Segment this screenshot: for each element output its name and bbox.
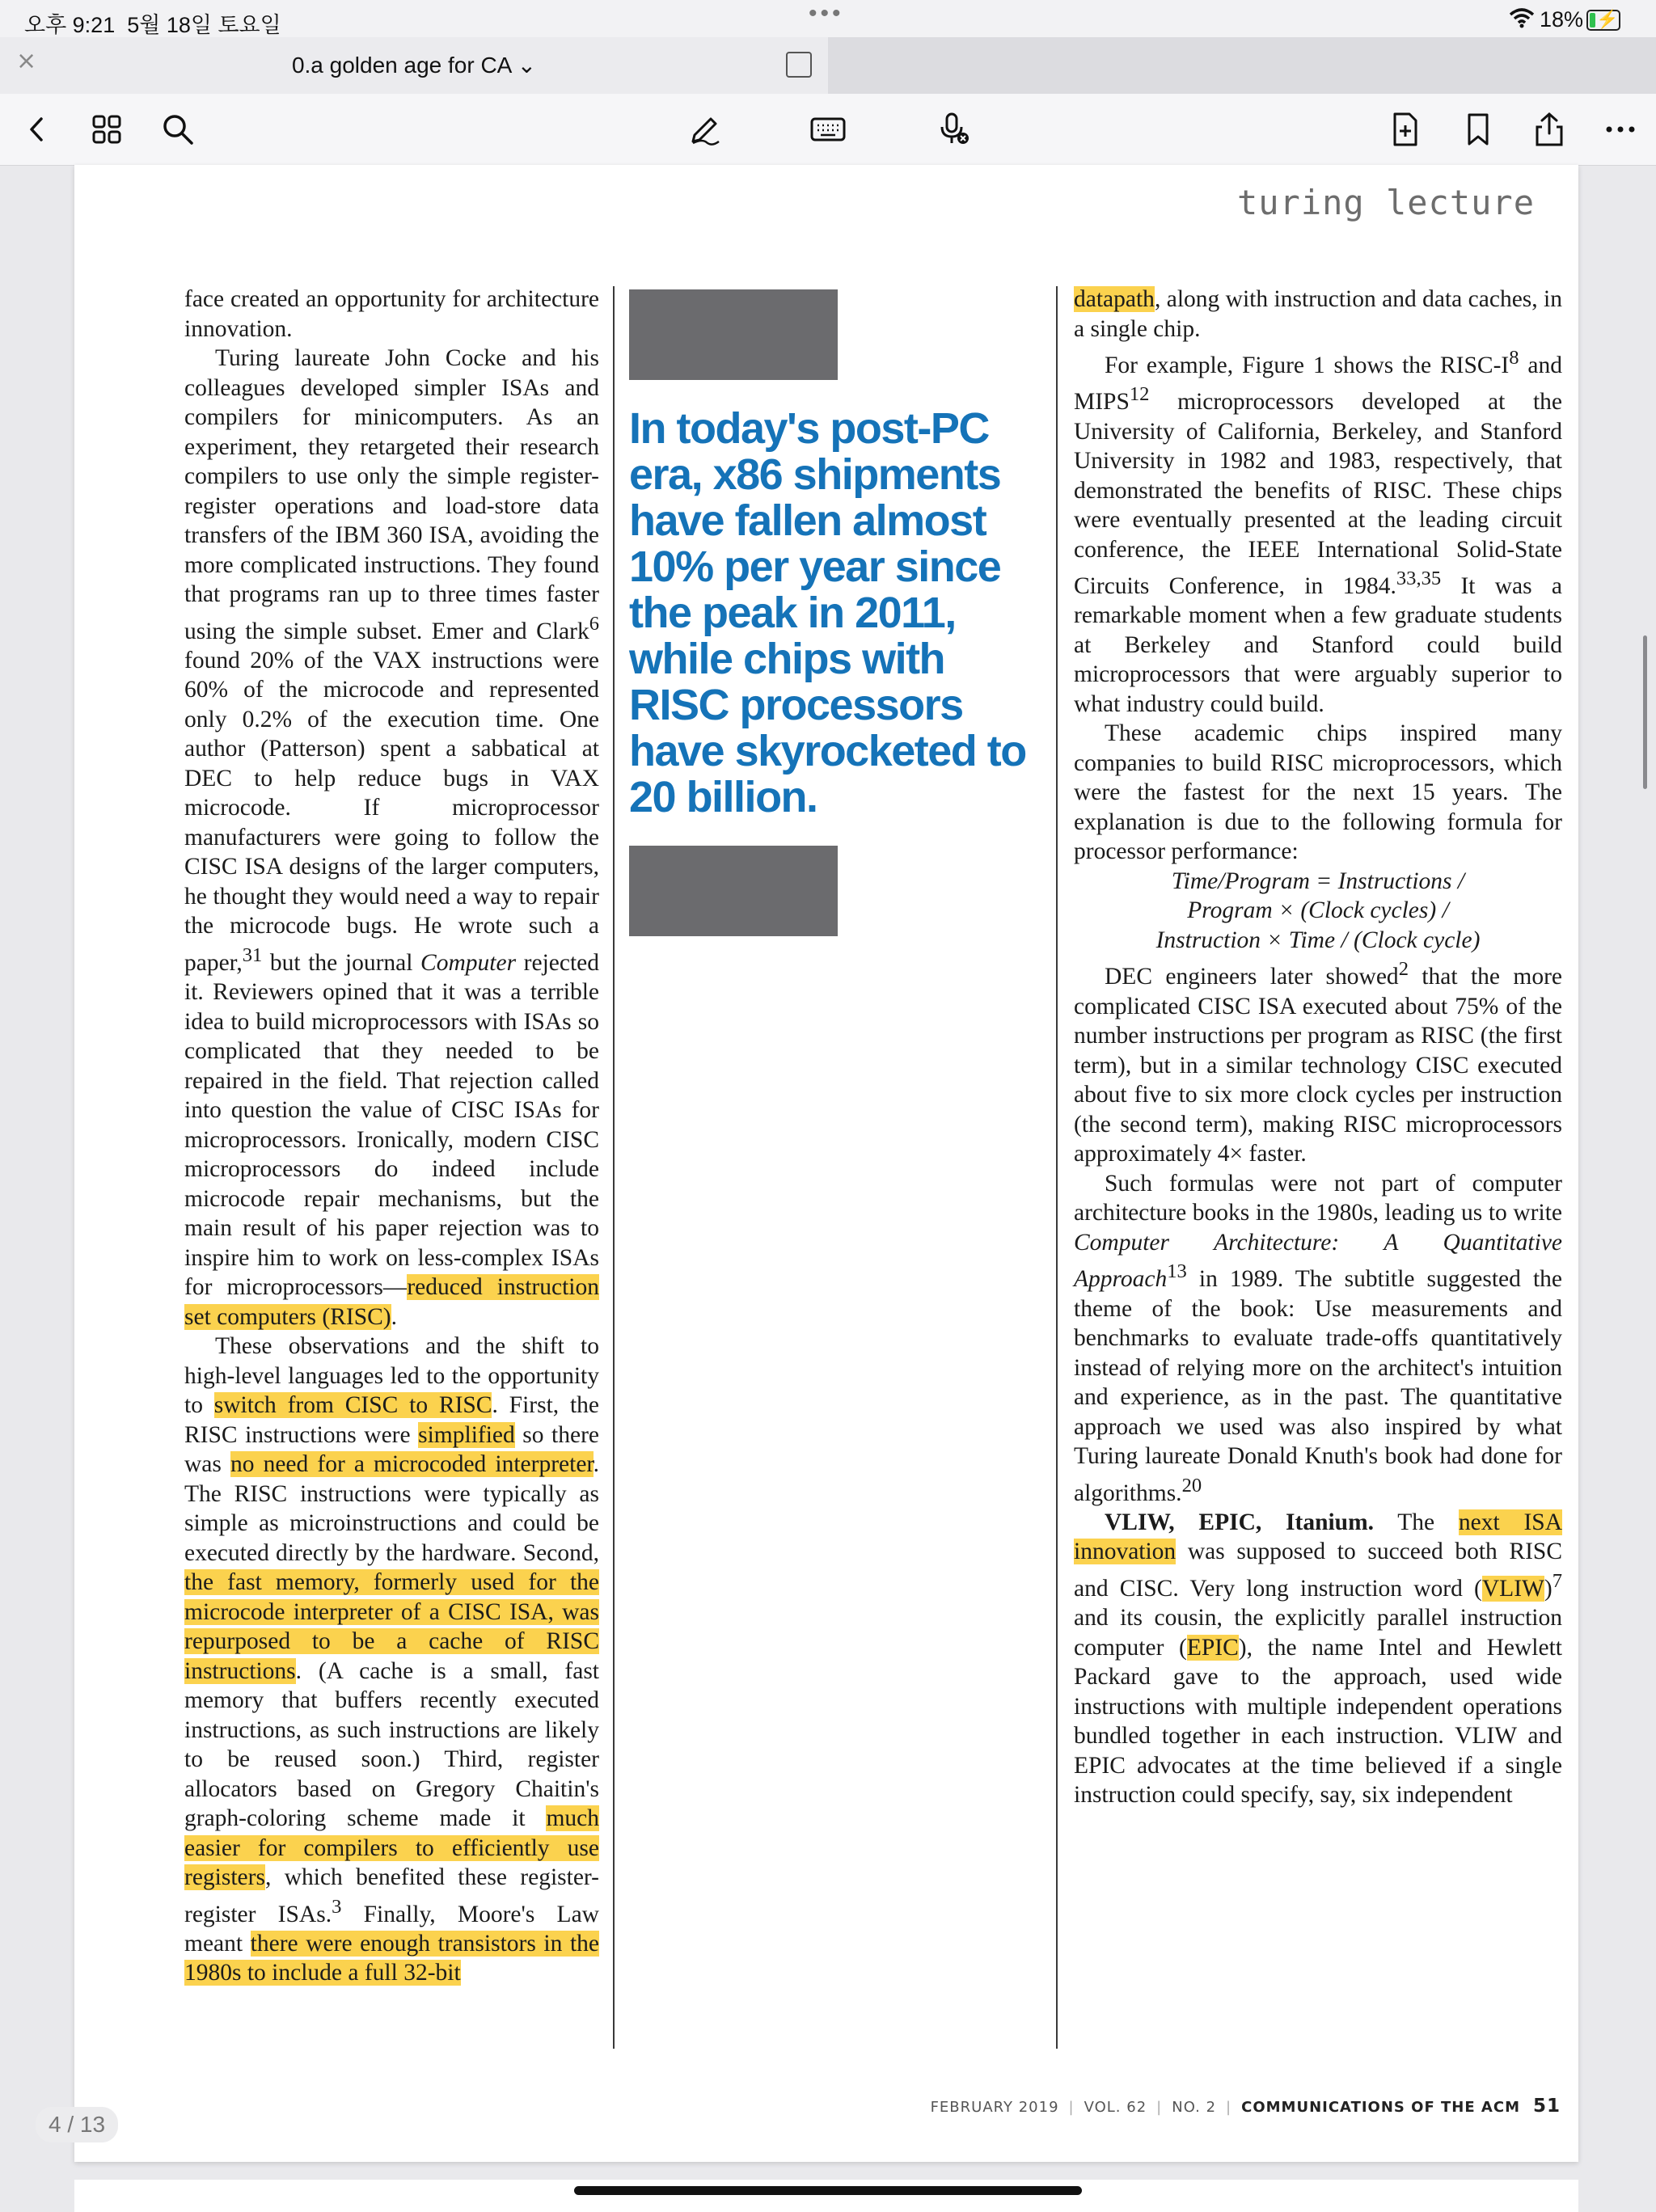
page-number: 51: [1532, 2096, 1561, 2117]
document-title[interactable]: 0.a golden age for CA ⌄: [291, 53, 537, 78]
highlight[interactable]: EPIC: [1186, 1634, 1239, 1661]
page-footer: FEBRUARY 2019 | VOL. 62 | NO. 2 | COMMUNICATIONS OF THE ACM 51: [930, 2096, 1561, 2117]
wifi-icon: [1509, 6, 1535, 29]
grid-icon[interactable]: [84, 107, 129, 152]
column-rule: [613, 286, 615, 2049]
status-bar: [0, 0, 1656, 37]
back-icon[interactable]: [15, 107, 60, 152]
page-indicator[interactable]: 4 / 13: [36, 2107, 118, 2142]
paragraph: For example, Figure 1 shows the RISC-$I^8$ and MIPS$^{12}$ microprocessors developed at the University of California, Berkeley, and Stanford University in 1982 and 1983, respectively, that demonstrated the benefits of RISC. These chips were eventually presented at the leading circuit conference, the IEEE International Solid-State Circuits Conference, in 1984.$^{33,35}$ It was a remarkable moment when a few graduate students at Berkeley and Stanford could build microprocessors that were arguably superior to what industry could build.: [1074, 347, 1562, 717]
formula-line: Program × (Clock cycles) /: [1187, 897, 1449, 924]
document-tab[interactable]: [0, 37, 828, 94]
paragraph: Turing laureate John Cocke and his colleagues developed simpler ISAs and compilers for minicomputers. As an experiment, they retargeted their research compilers to use only the simple register-register operations and load-store data transfers of the IBM 360 ISA, avoiding the more complicated instructions. They found that programs ran up to three times faster using the simple subset. Emer and Clark$^6$ found 20% of the VAX instructions were 60% of the microcode and represented only 0.2% of the execution time. One author (Patterson) spent a sabbatical at DEC to help reduce bugs in VAX microcode. If microprocessor manufacturers were going to follow the CISC ISA designs of the larger computers, he thought they would need a way to repair the microcode bugs. He wrote such a paper,$^{31}$ but the journal Computer rejected it. Reviewers opined that it was a terrible idea to build microprocessors with ISAs so complicated that they needed to be repaired in the field. That rejection called into question the value of CISC ISAs for microprocessors. Ironically, modern CISC microprocessors do indeed include microcode repair mechanisms, but the main result of his paper rejection was to inspire him to work on less-complex ISAs for microprocessors—reduced instruction set computers (RISC).: [184, 345, 599, 1330]
share-icon[interactable]: [1527, 107, 1572, 152]
multitasking-dots[interactable]: •••: [809, 0, 844, 27]
section-run-in-head: VLIW, EPIC, Itanium.: [1105, 1509, 1375, 1535]
pullquote: In today's post-PC era, x86 shipments have fallen almost 10% per year since the peak in 2011, while chips with RISC processors have skyrocketed to 20 billion.: [629, 404, 1026, 821]
battery-percent: 18%: [1540, 7, 1584, 32]
footer-issue: NO. 2: [1172, 2099, 1217, 2116]
document-page[interactable]: [74, 165, 1578, 2162]
formula-line: Instruction × Time / (Clock cycle): [1155, 927, 1481, 953]
bookmark-icon[interactable]: [1455, 107, 1501, 152]
paragraph: These academic chips inspired many companies to build RISC microprocessors, which were the fastest for the next 15 years. The explanation is due to the following formula for processor performance:: [1074, 720, 1562, 865]
pen-icon[interactable]: [682, 107, 728, 152]
paragraph: VLIW, EPIC, Itanium. The next ISA innovation was supposed to succeed both RISC and CISC. Very long instruction word (VLIW)$^7$ and its cousin, the explicitly parallel instruction computer (EPIC), the name Intel and Hewlett Packard gave to the approach, used wide instructions with multiple independent operations bundled together in each instruction. VLIW and EPIC advocates at the time believed if a single instruction could specify, say, six independent: [1074, 1509, 1562, 1809]
close-tab-icon[interactable]: ×: [16, 47, 37, 75]
scrollbar-thumb[interactable]: [1643, 635, 1647, 789]
paragraph: Such formulas were not part of computer architecture books in the 1980s, leading us to write Computer Architecture: A Quantitative Approach$^{13}$ in 1989. The subtitle suggested the theme of the book: Use measurements and benchmarks to evaluate trade-offs quantitatively instead of relying more on the architect's intuition and experience, as in the past. The quantitative approach we used was also inspired by what Turing laureate Donald Knuth's book had done for algorithms.$^{20}$: [1074, 1170, 1562, 1506]
search-icon[interactable]: [155, 107, 201, 152]
highlight[interactable]: there were enough transistors in the 1980s to include a full 32-bit: [184, 1930, 599, 1986]
next-page-edge: [74, 2180, 1578, 2212]
paragraph: face created an opportunity for architecture innovation.: [184, 286, 599, 342]
footer-date: FEBRUARY 2019: [930, 2099, 1059, 2116]
microphone-icon[interactable]: [932, 107, 977, 152]
highlight[interactable]: reduced instruction set computers (RISC): [184, 1274, 599, 1330]
highlight[interactable]: next ISA innovation: [1074, 1509, 1562, 1565]
column-rule: [1056, 286, 1058, 2049]
running-head: turing lecture: [1236, 183, 1535, 222]
footer-volume: VOL. 62: [1084, 2099, 1147, 2116]
formula-line: Time/Program = Instructions /: [1171, 867, 1465, 894]
paragraph: DEC engineers later showed$^2$ that the more complicated CISC ISA executed about 75% of the number instructions per program as RISC (the first term), but in a similar technology CISC executed about five to six more clock cycles per instruction (the second term), making RISC microprocessors approximately 4× faster.: [1074, 958, 1562, 1167]
highlight[interactable]: much easier for compilers to efficiently use registers: [184, 1805, 599, 1891]
add-page-icon[interactable]: [1383, 107, 1428, 152]
highlight[interactable]: datapath: [1074, 286, 1155, 312]
right-column: [1074, 285, 1562, 1810]
status-time: 오후 9:21 5월 18일 토요일: [24, 13, 281, 37]
paragraph: datapath, along with instruction and data caches, in a single chip.: [1074, 286, 1562, 342]
keyboard-icon[interactable]: [805, 107, 851, 152]
footer-journal: COMMUNICATIONS OF THE ACM: [1241, 2099, 1520, 2116]
toolbar: [0, 94, 1656, 166]
tab-bar-empty-area: [828, 37, 1656, 94]
pullquote-box-bottom: [629, 846, 838, 936]
battery-icon: ⚡: [1586, 10, 1620, 31]
highlight[interactable]: VLIW: [1481, 1575, 1544, 1602]
pullquote-box-top: [629, 289, 838, 380]
highlight[interactable]: switch from CISC to RISC: [213, 1392, 492, 1419]
tab-bar: [0, 37, 1656, 94]
split-view-icon[interactable]: [786, 52, 812, 78]
paragraph: These observations and the shift to high-level languages led to the opportunity to switch from CISC to RISC. First, the RISC instructions were simplified so there was no need for a microcoded interpreter. The RISC instructions were typically as simple as microinstructions and could be executed directly by the hardware. Second, the fast memory, formerly used for the microcode interpreter of a CISC ISA, was repurposed to be a cache of RISC instructions. (A cache is a small, fast memory that buffers recently executed instructions, as such instructions are likely to be reused soon.) Third, register allocators based on Gregory Chaitin's graph-coloring scheme made it much easier for compilers to efficiently use registers, which benefited these register-register ISAs.$^3$ Finally, Moore's Law meant there were enough transistors in the 1980s to include a full 32-bit: [184, 1333, 599, 1986]
highlight[interactable]: no need for a microcoded interpreter: [230, 1451, 594, 1478]
left-column: [184, 285, 599, 1988]
more-icon[interactable]: [1598, 107, 1643, 152]
home-indicator[interactable]: [574, 2186, 1082, 2195]
highlight[interactable]: simplified: [418, 1421, 515, 1448]
highlight[interactable]: the fast memory, formerly used for the microcode interpreter of a CISC ISA, was repurposed to be a cache of RISC instructions: [184, 1569, 599, 1684]
